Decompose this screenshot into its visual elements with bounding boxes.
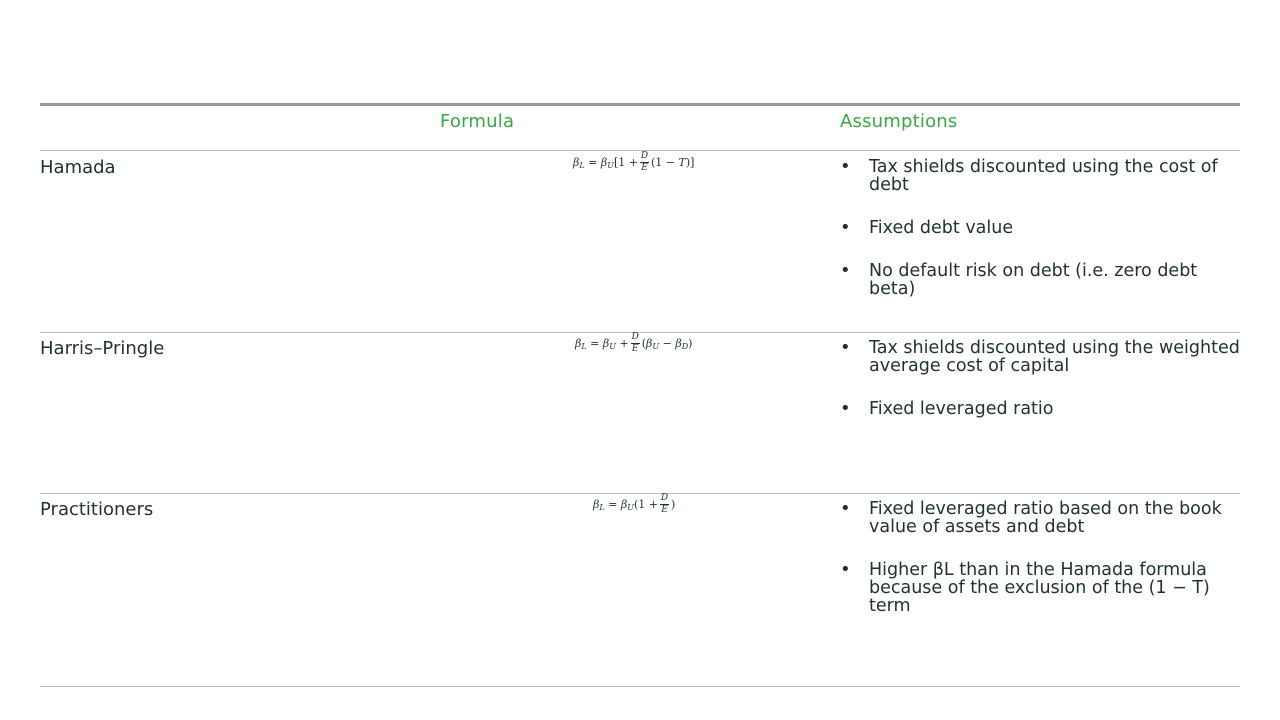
list-item: • Tax shields discounted using the cost of debt: [840, 158, 1240, 194]
row-label-harris-pringle: Harris–Pringle: [40, 338, 165, 359]
formula-hamada: $\beta_L$ = $\beta_U$ [1 + $\frac{D}{E}$ (1 − T )]: [573, 151, 695, 173]
table-bottom-rule: [40, 686, 1240, 687]
list-item: • Fixed debt value: [840, 219, 1240, 237]
row-label-hamada: Hamada: [40, 157, 116, 178]
assumptions-list-practitioners: [840, 500, 1240, 640]
assumptions-list-harris-pringle: [840, 339, 1240, 443]
assumptions-list-hamada: [840, 158, 1240, 323]
row-label-practitioners: Practitioners: [40, 499, 154, 520]
formula-harris-pringle: $\beta_L$ = $\beta_U$ + $\frac{D}{E}$ ( $\beta_U$ − $\beta_D$ ): [575, 332, 693, 354]
formula-practitioners: $\beta_L$ = $\beta_U$ (1 + $\frac{D}{E}$ ): [593, 493, 676, 515]
table-top-rule: [40, 103, 1240, 106]
assumptions-column-header: Assumptions: [840, 111, 958, 132]
list-item: • No default risk on debt (i.e. zero debt beta): [840, 262, 1240, 298]
list-item: • Fixed leveraged ratio based on the book value of assets and debt: [840, 500, 1240, 536]
list-item: • Higher βL than in the Hamada formula because of the exclusion of the (1 − T) term: [840, 561, 1240, 615]
formula-column-header: Formula: [440, 111, 515, 132]
list-item: • Tax shields discounted using the weighted average cost of capital: [840, 339, 1240, 375]
list-item: • Fixed leveraged ratio: [840, 400, 1240, 418]
